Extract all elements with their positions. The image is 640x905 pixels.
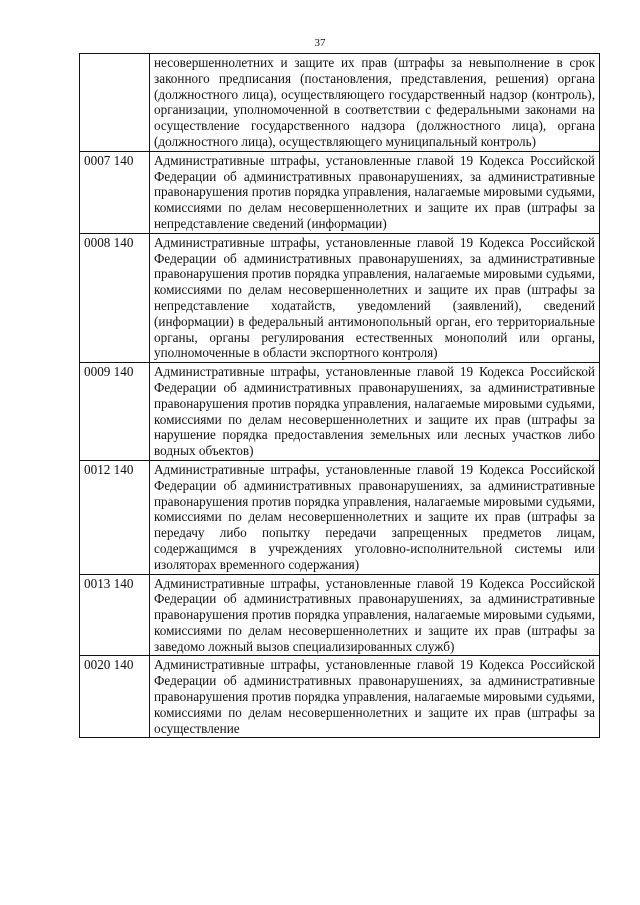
table-row [80, 574, 600, 656]
description-cell: Административные штрафы, установленные главой 19 Кодекса Российской Федерации об административных правонарушениях, за административные правонарушения против порядка управления, налагаемые мировыми судьями, комиссиями по делам несовершеннолетних и защите их прав (штрафы за заведомо ложный вызов специализированных служб) [150, 574, 600, 656]
table-row [80, 233, 600, 362]
description-cell: Административные штрафы, установленные главой 19 Кодекса Российской Федерации об административных правонарушениях, за административные правонарушения против порядка управления, налагаемые мировыми судьями, комиссиями по делам несовершеннолетних и защите их прав (штрафы за нарушение порядка предоставления земельных или лесных участков либо водных объектов) [150, 363, 600, 461]
table-row [80, 54, 600, 152]
description-cell: Административные штрафы, установленные главой 19 Кодекса Российской Федерации об административных правонарушениях, за административные правонарушения против порядка управления, налагаемые мировыми судьями, комиссиями по делам несовершеннолетних и защите их прав (штрафы за непредставление сведений (информации) [150, 151, 600, 233]
table-row [80, 363, 600, 461]
code-cell: 0012 140 [80, 460, 150, 574]
description-cell: Административные штрафы, установленные главой 19 Кодекса Российской Федерации об административных правонарушениях, за административные правонарушения против порядка управления, налагаемые мировыми судьями, комиссиями по делам несовершеннолетних и защите их прав (штрафы за непредставление ходатайств, уведомлений (заявлений), сведений (информации) в федеральный антимонопольный орган, его территориальные органы, органы регулирования естественных монополий или органы, уполномоченные в области экспортного контроля) [150, 233, 600, 362]
table-row [80, 656, 600, 738]
code-cell: 0013 140 [80, 574, 150, 656]
description-cell: Административные штрафы, установленные главой 19 Кодекса Российской Федерации об административных правонарушениях, за административные правонарушения против порядка управления, налагаемые мировыми судьями, комиссиями по делам несовершеннолетних и защите их прав (штрафы за передачу либо попытку передачи запрещенных предметов лицам, содержащимся в учреждениях уголовно-исполнительной системы или изоляторах временного содержания) [150, 460, 600, 574]
code-cell: 0007 140 [80, 151, 150, 233]
page-number: 37 [314, 37, 326, 49]
code-cell: 0020 140 [80, 656, 150, 738]
description-cell: Административные штрафы, установленные главой 19 Кодекса Российской Федерации об административных правонарушениях, за административные правонарушения против порядка управления, налагаемые мировыми судьями, комиссиями по делам несовершеннолетних и защите их прав (штрафы за осуществление [150, 656, 600, 738]
classification-codes-table [79, 53, 600, 738]
table-row [80, 151, 600, 233]
code-cell: 0008 140 [80, 233, 150, 362]
code-cell [80, 54, 150, 152]
description-cell: несовершеннолетних и защите их прав (штрафы за невыполнение в срок законного предписания (постановления, представления, решения) органа (должностного лица), осуществляющего государственный надзор (контроль), организации, уполномоченной в соответствии с федеральными законами на осуществление государственного надзора (должностного лица), органа (должностного лица), осуществляющего муниципальный контроль) [150, 54, 600, 152]
code-cell: 0009 140 [80, 363, 150, 461]
table-row [80, 460, 600, 574]
